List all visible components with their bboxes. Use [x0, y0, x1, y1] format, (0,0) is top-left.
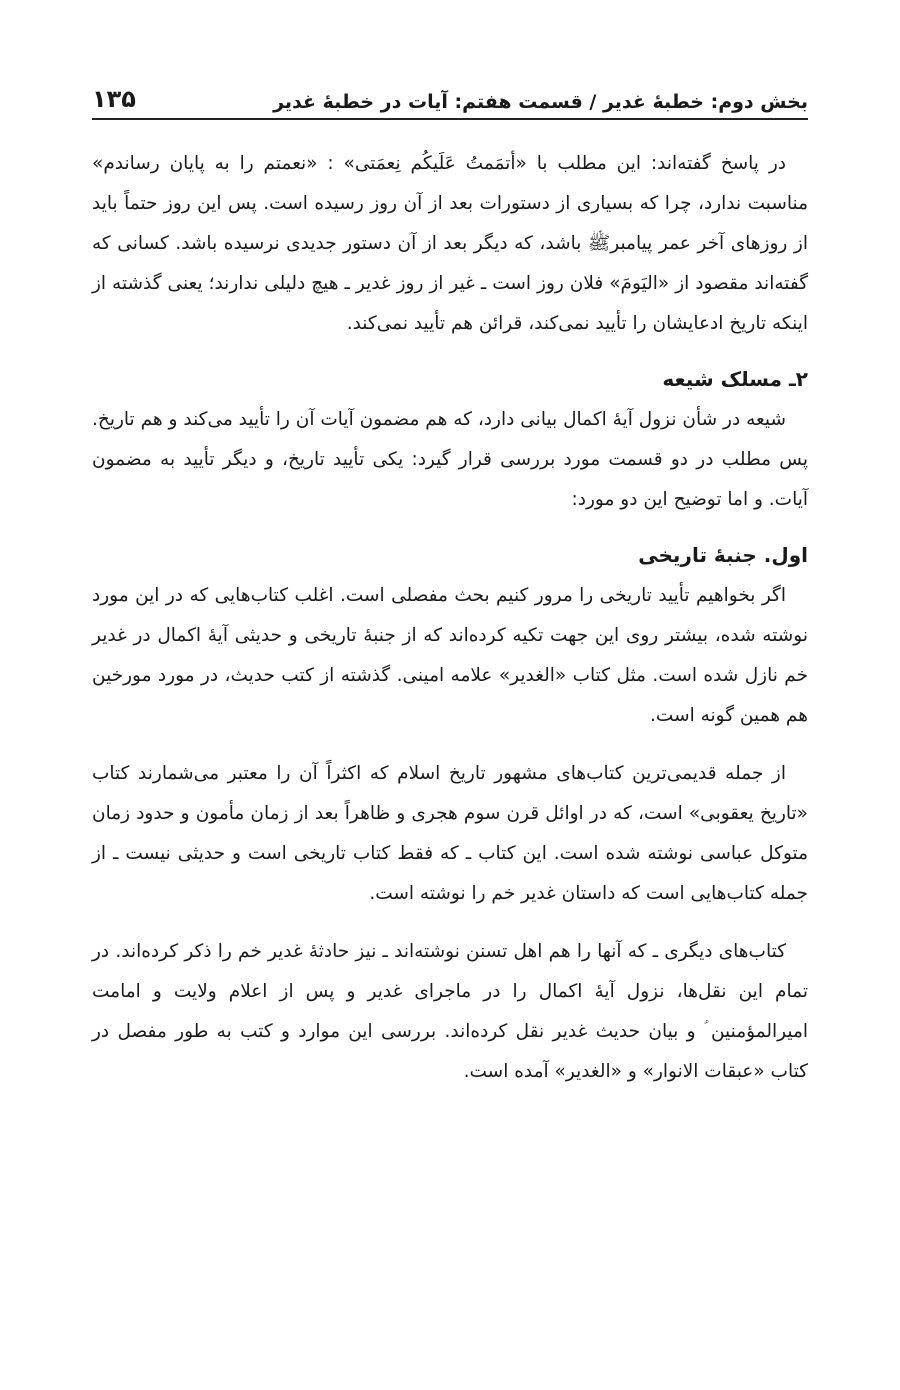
book-page [92, 60, 808, 1110]
paragraph: از جمله قدیمی‌ترین کتاب‌های مشهور تاریخ اسلام که اکثراً آن را معتبر می‌شمارند کتاب «تاریخ یعقوبی» است، که در اوائل قرن سوم هجری و ظاهراً بعد از زمان مأمون و حدود زمان متوکل عباسی نوشته شده است. این کتاب ـ که فقط کتاب تاریخی است و حدیثی نیست ـ از جمله کتاب‌هایی است که داستان غدیر خم را نوشته است. [92, 763, 808, 904]
running-header [92, 60, 808, 120]
paragraph: در پاسخ گفته‌اند: این مطلب با «أتمَمتُ عَلَیکُم نِعمَتی» : «نعمتم را به پایان رساندم» مناسبت ندارد، چرا که بسیاری از دستورات بعد از آن روز رسیده است. پس این روز حتماً باید از روزهای آخر عمر پیامبرﷺ باشد، که دیگر بعد از آن دستور جدیدی نرسیده باشد. کسانی که گفته‌اند مقصود از «الیَومَ» فلان روز است ـ غیر از روز غدیر ـ هیچ دلیلی ندارند؛ یعنی گذشته از اینکه تاریخ ادعایشان را تأیید نمی‌کند، قرائن هم تأیید نمی‌کند. [92, 153, 808, 334]
page-number: ۱۳۵ [92, 85, 136, 114]
page-content [92, 144, 808, 1092]
running-title: بخش دوم: خطبهٔ غدیر / قسمت هفتم: آیات در خطبهٔ غدیر [273, 91, 808, 114]
paragraph: کتاب‌های دیگری ـ که آنها را هم اهل تسنن نوشته‌اند ـ نیز حادثهٔ غدیر خم را ذکر کرده‌اند. در تمام این نقل‌ها، نزول آیهٔ اکمال را در ماجرای غدیر و پس از اعلام ولایت و امامت امیرالمؤمنین ؑ و بیان حدیث غدیر نقل کرده‌اند. بررسی این موارد و کتب به طور مفصل در کتاب «عبقات الانوار» و «الغدیر» آمده است. [92, 941, 808, 1082]
paragraph: اگر بخواهیم تأیید تاریخی را مرور کنیم بحث مفصلی است. اغلب کتاب‌هایی که در این مورد نوشته شده، بیشتر روی این جهت تکیه کرده‌اند که از جنبهٔ تاریخی و حدیثی آیهٔ اکمال در غدیر خم نازل شده است. مثل کتاب «الغدیر» علامه امینی. گذشته از کتب حدیث، در مورد مورخین هم همین گونه است. [92, 585, 808, 726]
section-heading: ۲ـ مسلک شیعه [662, 367, 808, 391]
paragraph: شیعه در شأن نزول آیهٔ اکمال بیانی دارد، که هم مضمون آیات آن را تأیید می‌کند و هم تاریخ. پس مطلب در دو قسمت مورد بررسی قرار گیرد: یکی تأیید تاریخ، و دیگر تأیید به مضمون آیات. و اما توضیح این دو مورد: [92, 409, 808, 510]
subsection-heading: اول. جنبهٔ تاریخی [638, 543, 808, 567]
